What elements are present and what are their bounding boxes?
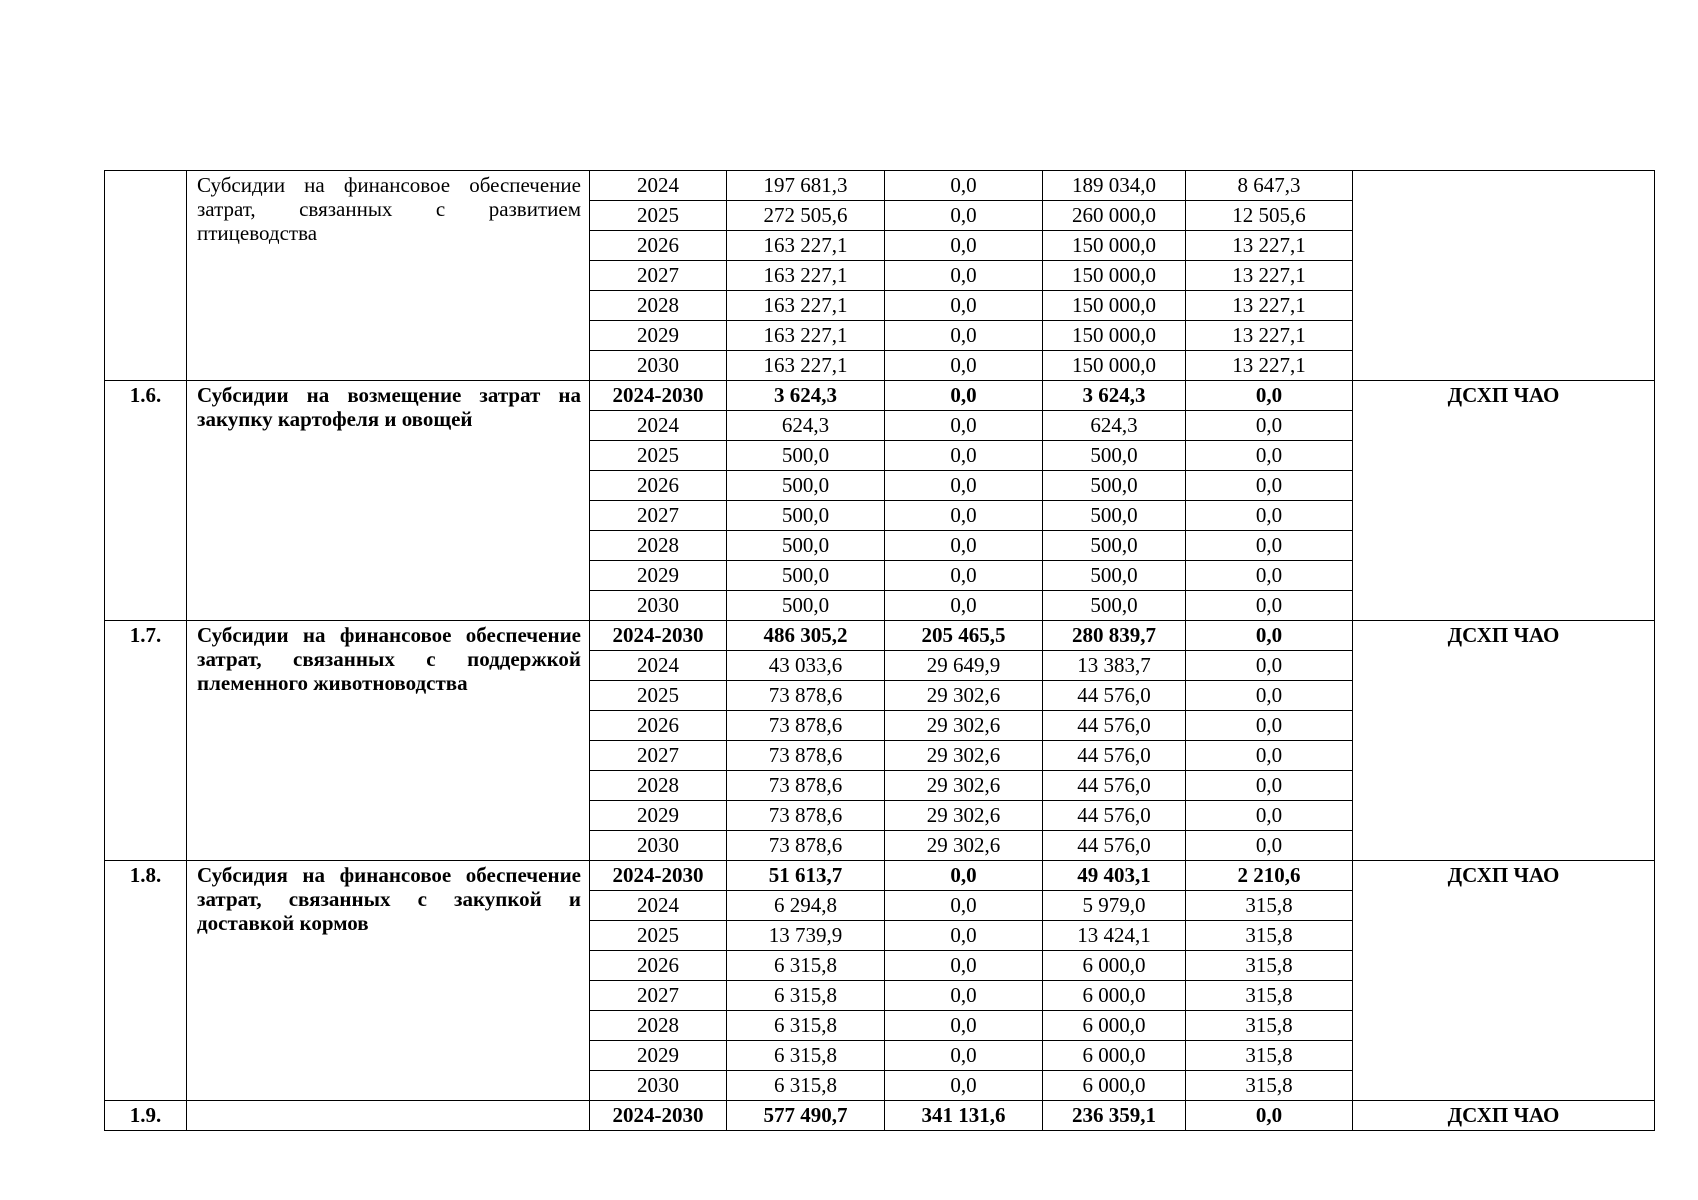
regional-budget-cell: 500,0 [1043, 471, 1186, 501]
period-cell: 2026 [590, 471, 727, 501]
other-sources-cell: 315,8 [1186, 1041, 1353, 1071]
regional-budget-cell: 13 383,7 [1043, 651, 1186, 681]
regional-budget-cell: 500,0 [1043, 441, 1186, 471]
total-amount-cell: 73 878,6 [727, 801, 885, 831]
total-amount-cell: 163 227,1 [727, 321, 885, 351]
regional-budget-cell: 6 000,0 [1043, 1011, 1186, 1041]
federal-budget-cell: 0,0 [885, 1041, 1043, 1071]
other-sources-cell: 0,0 [1186, 741, 1353, 771]
other-sources-cell: 13 227,1 [1186, 231, 1353, 261]
total-amount-cell: 163 227,1 [727, 261, 885, 291]
federal-budget-cell: 0,0 [885, 471, 1043, 501]
federal-budget-cell: 0,0 [885, 411, 1043, 441]
item-number: 1.8. [105, 861, 187, 1101]
other-sources-cell: 315,8 [1186, 981, 1353, 1011]
period-cell: 2030 [590, 831, 727, 861]
total-amount-cell: 577 490,7 [727, 1101, 885, 1131]
federal-budget-cell: 0,0 [885, 351, 1043, 381]
period-cell: 2024 [590, 651, 727, 681]
period-cell: 2030 [590, 1071, 727, 1101]
regional-budget-cell: 44 576,0 [1043, 771, 1186, 801]
regional-budget-cell: 5 979,0 [1043, 891, 1186, 921]
federal-budget-cell: 0,0 [885, 441, 1043, 471]
period-cell: 2027 [590, 741, 727, 771]
other-sources-cell: 315,8 [1186, 1071, 1353, 1101]
total-amount-cell: 163 227,1 [727, 291, 885, 321]
federal-budget-cell: 341 131,6 [885, 1101, 1043, 1131]
other-sources-cell: 0,0 [1186, 1101, 1353, 1131]
period-cell: 2024 [590, 171, 727, 201]
regional-budget-cell: 280 839,7 [1043, 621, 1186, 651]
period-cell: 2025 [590, 201, 727, 231]
total-amount-cell: 73 878,6 [727, 711, 885, 741]
regional-budget-cell: 6 000,0 [1043, 981, 1186, 1011]
regional-budget-cell: 150 000,0 [1043, 291, 1186, 321]
executor-cell: ДСХП ЧАО [1353, 1101, 1655, 1131]
period-cell: 2028 [590, 531, 727, 561]
total-amount-cell: 73 878,6 [727, 681, 885, 711]
other-sources-cell: 8 647,3 [1186, 171, 1353, 201]
federal-budget-cell: 0,0 [885, 1011, 1043, 1041]
total-amount-cell: 6 315,8 [727, 981, 885, 1011]
other-sources-cell: 0,0 [1186, 771, 1353, 801]
regional-budget-cell: 500,0 [1043, 561, 1186, 591]
regional-budget-cell: 150 000,0 [1043, 351, 1186, 381]
federal-budget-cell: 0,0 [885, 291, 1043, 321]
period-cell: 2030 [590, 591, 727, 621]
total-amount-cell: 6 315,8 [727, 1041, 885, 1071]
federal-budget-cell: 205 465,5 [885, 621, 1043, 651]
executor-cell: ДСХП ЧАО [1353, 381, 1655, 621]
federal-budget-cell: 0,0 [885, 231, 1043, 261]
other-sources-cell: 315,8 [1186, 951, 1353, 981]
federal-budget-cell: 0,0 [885, 321, 1043, 351]
regional-budget-cell: 150 000,0 [1043, 321, 1186, 351]
federal-budget-cell: 0,0 [885, 981, 1043, 1011]
other-sources-cell: 0,0 [1186, 561, 1353, 591]
table-total-row [105, 861, 1655, 891]
other-sources-cell: 0,0 [1186, 831, 1353, 861]
other-sources-cell: 13 227,1 [1186, 261, 1353, 291]
period-cell: 2027 [590, 261, 727, 291]
period-cell: 2028 [590, 1011, 727, 1041]
federal-budget-cell: 0,0 [885, 501, 1043, 531]
period-cell: 2027 [590, 501, 727, 531]
regional-budget-cell: 236 359,1 [1043, 1101, 1186, 1131]
other-sources-cell: 0,0 [1186, 411, 1353, 441]
federal-budget-cell: 0,0 [885, 261, 1043, 291]
item-name: Субсидии на финансовое обеспечение затрат, связанных с поддержкой племенного животноводства [187, 621, 590, 861]
regional-budget-cell: 44 576,0 [1043, 681, 1186, 711]
federal-budget-cell: 0,0 [885, 201, 1043, 231]
total-amount-cell: 6 315,8 [727, 951, 885, 981]
total-amount-cell: 6 315,8 [727, 1011, 885, 1041]
table-total-row [105, 381, 1655, 411]
period-cell: 2024 [590, 411, 727, 441]
period-cell: 2028 [590, 771, 727, 801]
total-amount-cell: 500,0 [727, 441, 885, 471]
other-sources-cell: 0,0 [1186, 651, 1353, 681]
other-sources-cell: 0,0 [1186, 501, 1353, 531]
federal-budget-cell: 0,0 [885, 1071, 1043, 1101]
item-name: Субсидии на финансовое обеспечение затрат, связанных с развитием птицеводства [187, 171, 590, 381]
regional-budget-cell: 44 576,0 [1043, 801, 1186, 831]
regional-budget-cell: 500,0 [1043, 591, 1186, 621]
regional-budget-cell: 500,0 [1043, 501, 1186, 531]
total-amount-cell: 272 505,6 [727, 201, 885, 231]
federal-budget-cell: 0,0 [885, 531, 1043, 561]
regional-budget-cell: 44 576,0 [1043, 741, 1186, 771]
total-amount-cell: 73 878,6 [727, 741, 885, 771]
other-sources-cell: 12 505,6 [1186, 201, 1353, 231]
other-sources-cell: 0,0 [1186, 711, 1353, 741]
period-cell: 2026 [590, 231, 727, 261]
period-cell: 2030 [590, 351, 727, 381]
item-number [105, 171, 187, 381]
regional-budget-cell: 44 576,0 [1043, 831, 1186, 861]
federal-budget-cell: 29 302,6 [885, 831, 1043, 861]
regional-budget-cell: 189 034,0 [1043, 171, 1186, 201]
period-cell: 2027 [590, 981, 727, 1011]
period-cell: 2024-2030 [590, 381, 727, 411]
total-amount-cell: 500,0 [727, 591, 885, 621]
federal-budget-cell: 29 302,6 [885, 741, 1043, 771]
federal-budget-cell: 29 302,6 [885, 771, 1043, 801]
total-amount-cell: 500,0 [727, 471, 885, 501]
federal-budget-cell: 0,0 [885, 171, 1043, 201]
executor-cell: ДСХП ЧАО [1353, 861, 1655, 1101]
total-amount-cell: 500,0 [727, 561, 885, 591]
total-amount-cell: 163 227,1 [727, 231, 885, 261]
regional-budget-cell: 150 000,0 [1043, 231, 1186, 261]
other-sources-cell: 315,8 [1186, 891, 1353, 921]
other-sources-cell: 13 227,1 [1186, 291, 1353, 321]
other-sources-cell: 0,0 [1186, 801, 1353, 831]
total-amount-cell: 6 315,8 [727, 1071, 885, 1101]
federal-budget-cell: 0,0 [885, 381, 1043, 411]
period-cell: 2026 [590, 951, 727, 981]
regional-budget-cell: 6 000,0 [1043, 1071, 1186, 1101]
regional-budget-cell: 13 424,1 [1043, 921, 1186, 951]
federal-budget-cell: 0,0 [885, 591, 1043, 621]
item-number: 1.6. [105, 381, 187, 621]
other-sources-cell: 0,0 [1186, 591, 1353, 621]
total-amount-cell: 73 878,6 [727, 831, 885, 861]
total-amount-cell: 500,0 [727, 501, 885, 531]
total-amount-cell: 624,3 [727, 411, 885, 441]
executor-cell: ДСХП ЧАО [1353, 621, 1655, 861]
period-cell: 2025 [590, 441, 727, 471]
period-cell: 2025 [590, 921, 727, 951]
other-sources-cell: 315,8 [1186, 1011, 1353, 1041]
regional-budget-cell: 260 000,0 [1043, 201, 1186, 231]
total-amount-cell: 6 294,8 [727, 891, 885, 921]
table-total-row [105, 621, 1655, 651]
item-name [187, 1101, 590, 1131]
federal-budget-cell: 29 302,6 [885, 801, 1043, 831]
table-total-row [105, 1101, 1655, 1131]
item-number: 1.9. [105, 1101, 187, 1131]
regional-budget-cell: 44 576,0 [1043, 711, 1186, 741]
total-amount-cell: 197 681,3 [727, 171, 885, 201]
federal-budget-cell: 0,0 [885, 561, 1043, 591]
other-sources-cell: 2 210,6 [1186, 861, 1353, 891]
total-amount-cell: 3 624,3 [727, 381, 885, 411]
period-cell: 2026 [590, 711, 727, 741]
other-sources-cell: 0,0 [1186, 621, 1353, 651]
total-amount-cell: 500,0 [727, 531, 885, 561]
period-cell: 2024 [590, 891, 727, 921]
federal-budget-cell: 0,0 [885, 861, 1043, 891]
period-cell: 2029 [590, 561, 727, 591]
other-sources-cell: 315,8 [1186, 921, 1353, 951]
item-number: 1.7. [105, 621, 187, 861]
other-sources-cell: 13 227,1 [1186, 351, 1353, 381]
other-sources-cell: 0,0 [1186, 471, 1353, 501]
regional-budget-cell: 6 000,0 [1043, 1041, 1186, 1071]
table-row [105, 171, 1655, 201]
other-sources-cell: 13 227,1 [1186, 321, 1353, 351]
federal-budget-cell: 0,0 [885, 951, 1043, 981]
other-sources-cell: 0,0 [1186, 441, 1353, 471]
total-amount-cell: 163 227,1 [727, 351, 885, 381]
other-sources-cell: 0,0 [1186, 531, 1353, 561]
executor-cell [1353, 171, 1655, 381]
other-sources-cell: 0,0 [1186, 681, 1353, 711]
total-amount-cell: 51 613,7 [727, 861, 885, 891]
period-cell: 2024-2030 [590, 1101, 727, 1131]
period-cell: 2025 [590, 681, 727, 711]
item-name: Субсидия на финансовое обеспечение затрат, связанных с закупкой и доставкой кормов [187, 861, 590, 1101]
regional-budget-cell: 500,0 [1043, 531, 1186, 561]
regional-budget-cell: 49 403,1 [1043, 861, 1186, 891]
regional-budget-cell: 3 624,3 [1043, 381, 1186, 411]
period-cell: 2028 [590, 291, 727, 321]
period-cell: 2029 [590, 321, 727, 351]
federal-budget-cell: 29 302,6 [885, 711, 1043, 741]
federal-budget-cell: 29 649,9 [885, 651, 1043, 681]
period-cell: 2024-2030 [590, 861, 727, 891]
total-amount-cell: 486 305,2 [727, 621, 885, 651]
total-amount-cell: 43 033,6 [727, 651, 885, 681]
period-cell: 2024-2030 [590, 621, 727, 651]
federal-budget-cell: 29 302,6 [885, 681, 1043, 711]
federal-budget-cell: 0,0 [885, 921, 1043, 951]
period-cell: 2029 [590, 801, 727, 831]
regional-budget-cell: 6 000,0 [1043, 951, 1186, 981]
total-amount-cell: 73 878,6 [727, 771, 885, 801]
regional-budget-cell: 624,3 [1043, 411, 1186, 441]
federal-budget-cell: 0,0 [885, 891, 1043, 921]
total-amount-cell: 13 739,9 [727, 921, 885, 951]
budget-table [104, 170, 1655, 1131]
period-cell: 2029 [590, 1041, 727, 1071]
regional-budget-cell: 150 000,0 [1043, 261, 1186, 291]
item-name: Субсидии на возмещение затрат на закупку картофеля и овощей [187, 381, 590, 621]
other-sources-cell: 0,0 [1186, 381, 1353, 411]
